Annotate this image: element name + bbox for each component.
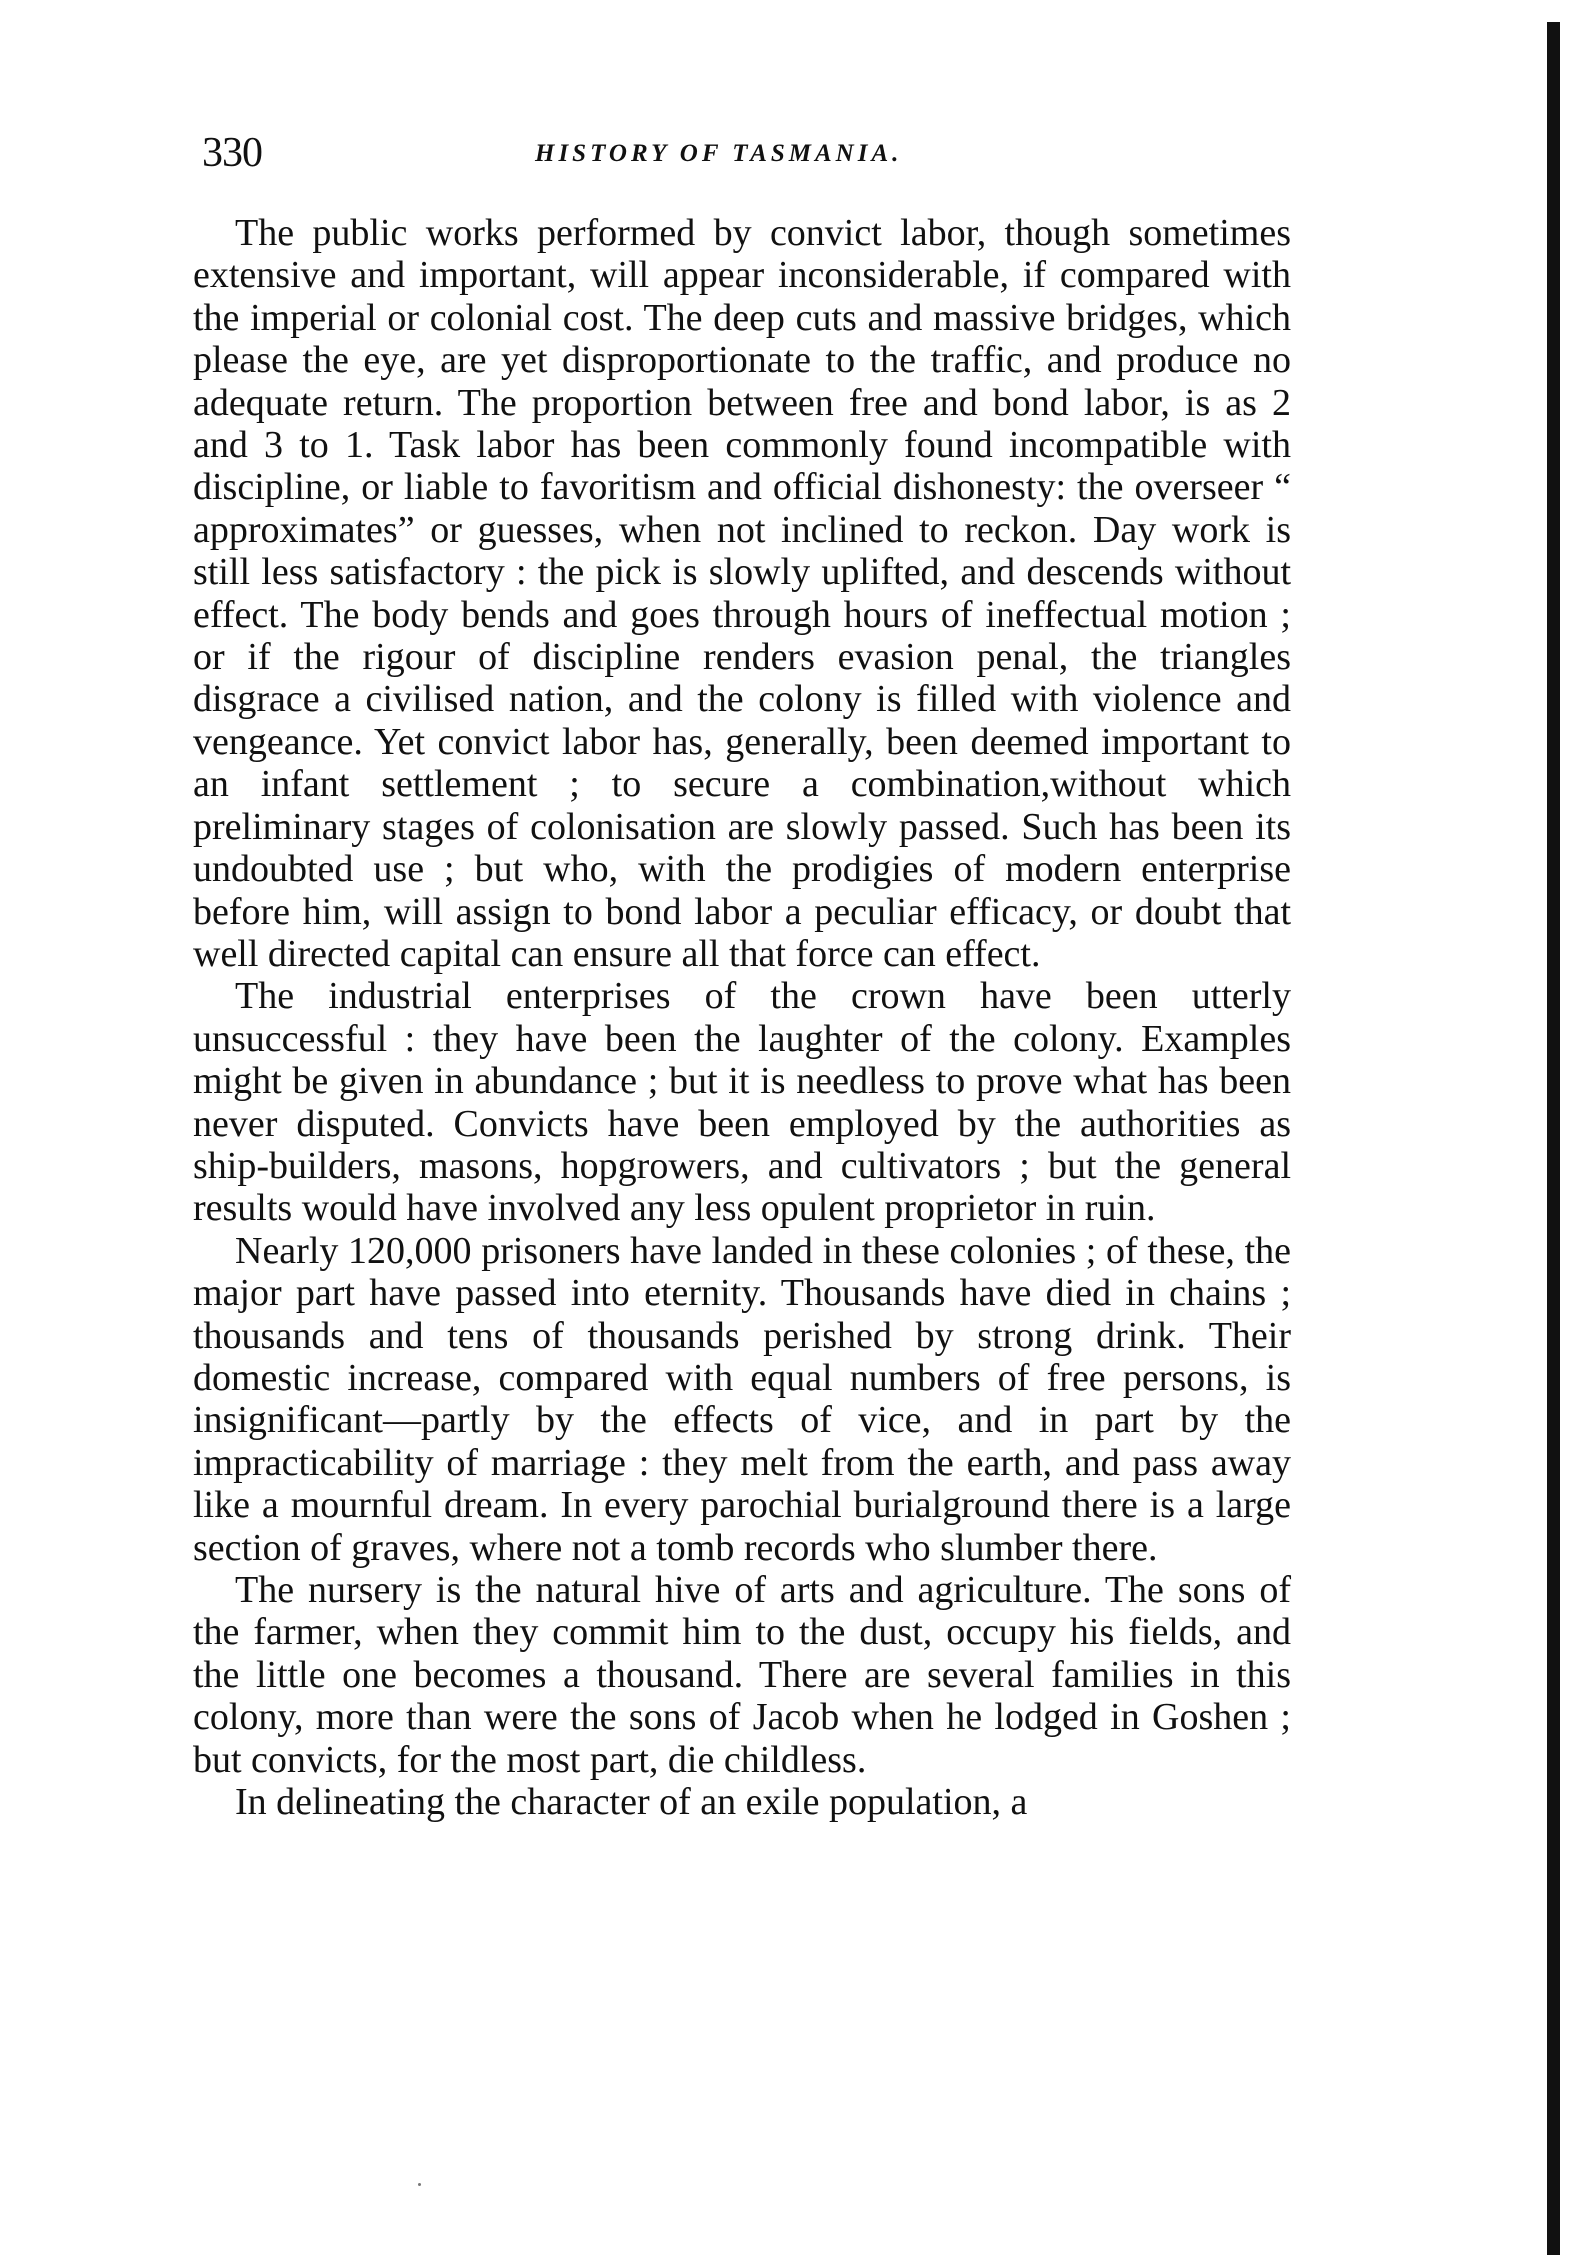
print-speck <box>418 2183 421 2186</box>
paragraph-nursery: The nursery is the natural hive of arts and agriculture. The sons of the farmer, when they commit him to the dust, occupy his fields, and the little one becomes a thousand. There are several families in this colony, more than were the sons of Jacob when he lodged in Goshen ; but convicts, for the most part, die childless. <box>193 1569 1291 1781</box>
paragraph-exile-population: In delineating the character of an exile population, a <box>235 1781 1028 1824</box>
paragraph-crown-enterprises: The industrial enterprises of the crown have been utterly unsuccessful : they have been the laughter of the colony. Examples might be given in abundance ; but it is needless to prove what has been never disputed. Convicts have been employed by the authorities as ship-builders, masons, hopgrowers, and cultivators ; but the general results would have involved any less opulent proprietor in ruin. <box>193 975 1291 1230</box>
page-number: 330 <box>202 130 262 176</box>
running-title: HISTORY OF TASMANIA. <box>535 140 903 167</box>
body-text <box>193 212 1291 1823</box>
page-edge-rule <box>1547 22 1560 2255</box>
paragraph-prisoners: Nearly 120,000 prisoners have landed in these colonies ; of these, the major part have passed into eternity. Thousands have died in chains ; thousands and tens of thousands perished by strong drink. Their domestic increase, compared with equal numbers of free persons, is insignificant—partly by the effects of vice, and in part by the impracticability of marriage : they melt from the earth, and pass away like a mournful dream. In every parochial burialground there is a large section of graves, where not a tomb records who slumber there. <box>193 1229 1291 1569</box>
paragraph-convict-labor: The public works performed by convict labor, though sometimes extensive and important, will appear inconsiderable, if compared with the imperial or colonial cost. The deep cuts and massive bridges, which please the eye, are yet disproportionate to the traffic, and produce no adequate return. The proportion between free and bond labor, is as 2 and 3 to 1. Task labor has been commonly found incompatible with discipline, or liable to favoritism and official dishonesty: the overseer “ approximates” or guesses, when not inclined to reckon. Day work is still less satisfactory : the pick is slowly uplifted, and descends without effect. The body bends and goes through hours of ineffectual motion ; or if the rigour of discipline renders evasion penal, the triangles disgrace a civilised nation, and the colony is filled with violence and vengeance. Yet convict labor has, generally, been deemed important to an infant settlement ; to secure a combination,without which preliminary stages of colonisation are slowly passed. Such has been its undoubted use ; but who, with the prodigies of modern enterprise before him, will assign to bond labor a peculiar efficacy, or doubt that well directed capital can ensure all that force can effect. <box>193 212 1291 975</box>
running-head <box>190 128 1290 178</box>
